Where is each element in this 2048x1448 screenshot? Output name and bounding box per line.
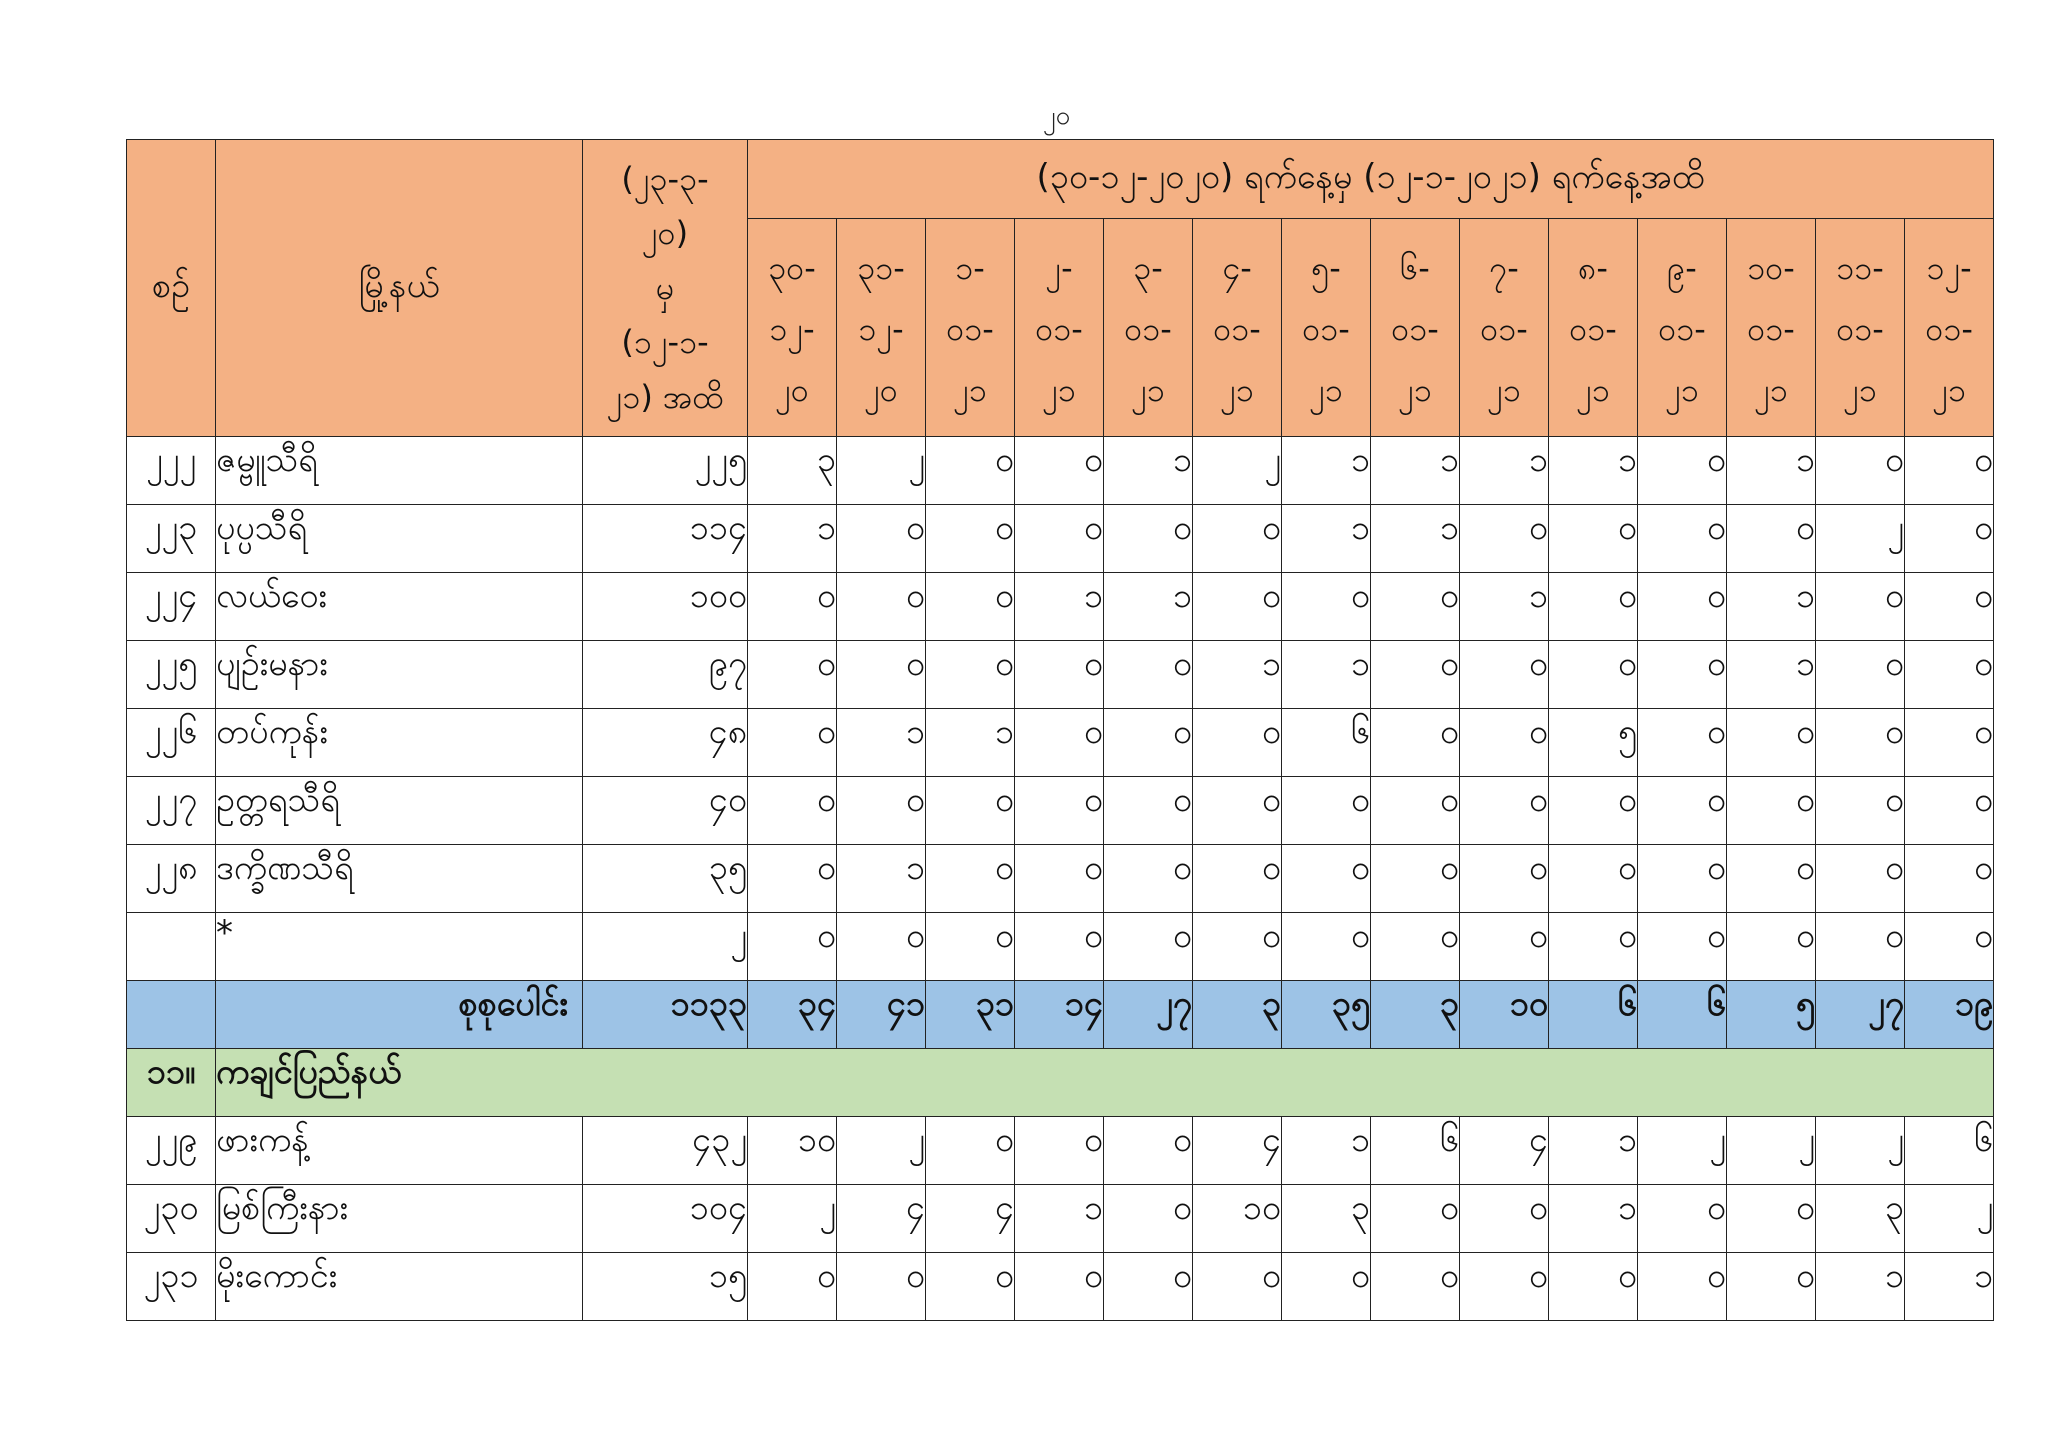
daily-count-cell: ၀ [1460, 505, 1549, 573]
daily-count-cell: ၀ [837, 913, 926, 981]
daily-count-cell: ၀ [1816, 573, 1905, 641]
header-date-line: ၀၁- [1569, 310, 1617, 349]
daily-count-cell: ၁ [1015, 1185, 1104, 1253]
header-date-2 [837, 219, 926, 437]
daily-count-cell: ၁ [1905, 1253, 1994, 1321]
daily-count-cell: ၀ [1193, 709, 1282, 777]
daily-count-cell: ၀ [837, 505, 926, 573]
header-date-line: ၃၀- [768, 249, 816, 288]
daily-count-cell: ၀ [1371, 913, 1460, 981]
daily-count-cell: ၀ [1905, 437, 1994, 505]
header-serial: စဉ် [127, 140, 216, 437]
daily-count-cell: ၀ [1549, 777, 1638, 845]
daily-total-cell: ၁၄ [1015, 981, 1104, 1049]
daily-count-cell: ၁ [1816, 1253, 1905, 1321]
header-date-line: ၀၁- [1213, 310, 1261, 349]
daily-count-cell: ၀ [1905, 573, 1994, 641]
daily-count-cell: ၀ [1727, 845, 1816, 913]
township-cases-table [126, 139, 1994, 1321]
header-date-line: ၂၁ [1309, 370, 1343, 409]
header-date-line: ၃- [1133, 249, 1163, 288]
daily-count-cell: ၀ [1638, 1185, 1727, 1253]
daily-count-cell: ၀ [1104, 1185, 1193, 1253]
section-row [127, 1049, 1994, 1117]
daily-count-cell: ၀ [1015, 505, 1104, 573]
header-date-line: ၉- [1667, 249, 1697, 288]
daily-count-cell: ၁ [1104, 437, 1193, 505]
daily-count-cell: ၀ [1193, 777, 1282, 845]
header-date-line: ၇- [1489, 249, 1519, 288]
cumulative-total-cell: ၁၀၀ [583, 573, 748, 641]
header-date-14 [1905, 219, 1994, 437]
daily-count-cell: ၀ [1816, 777, 1905, 845]
daily-count-cell: ၀ [1549, 845, 1638, 913]
header-date-line: ၂၁ [1398, 370, 1432, 409]
daily-count-cell: ၀ [1460, 1185, 1549, 1253]
daily-count-cell: ၄ [926, 1185, 1015, 1253]
daily-count-cell: ၀ [1015, 777, 1104, 845]
daily-count-cell: ၀ [926, 845, 1015, 913]
header-date-line: ၁၁- [1836, 249, 1884, 288]
daily-count-cell: ၀ [1015, 641, 1104, 709]
daily-count-cell: ၆ [1282, 709, 1371, 777]
serial-cell: ၂၂၅ [127, 641, 216, 709]
daily-count-cell: ၁ [1193, 641, 1282, 709]
daily-count-cell: ၀ [1816, 913, 1905, 981]
daily-count-cell: ၀ [1905, 777, 1994, 845]
daily-count-cell: ၄ [837, 1185, 926, 1253]
header-date-line: ၀၁- [1480, 310, 1528, 349]
header-date-line: ၀၁- [1302, 310, 1350, 349]
daily-count-cell: ၀ [1282, 573, 1371, 641]
daily-count-cell: ၅ [1549, 709, 1638, 777]
daily-count-cell: ၂ [1816, 505, 1905, 573]
daily-count-cell: ၄ [1193, 1117, 1282, 1185]
header-date-12 [1727, 219, 1816, 437]
township-name-cell: * [216, 913, 583, 981]
daily-count-cell: ၀ [1549, 573, 1638, 641]
header-date-line: ၁၂- [858, 310, 904, 349]
header-date-line: ၂၁ [1220, 370, 1254, 409]
table-body [127, 437, 1994, 1321]
daily-count-cell: ၀ [1727, 1185, 1816, 1253]
daily-count-cell: ၀ [1460, 777, 1549, 845]
daily-count-cell: ၀ [1549, 913, 1638, 981]
table-header [127, 140, 1994, 437]
header-period-line: ၂၀) [641, 214, 689, 253]
page-number: ၂၀ [1042, 101, 1071, 131]
daily-count-cell: ၀ [1727, 709, 1816, 777]
daily-count-cell: ၄ [1460, 1117, 1549, 1185]
cumulative-total-cell: ၄၀ [583, 777, 748, 845]
daily-count-cell: ၆ [1905, 1117, 1994, 1185]
daily-count-cell: ၁ [1282, 505, 1371, 573]
township-name-cell: ဒက္ခိဏသီရိ [216, 845, 583, 913]
daily-count-cell: ၀ [1905, 913, 1994, 981]
daily-count-cell: ၀ [1371, 1253, 1460, 1321]
table-row [127, 505, 1994, 573]
daily-count-cell: ၀ [1905, 709, 1994, 777]
daily-count-cell: ၀ [1460, 709, 1549, 777]
serial-cell: ၂၃၁ [127, 1253, 216, 1321]
daily-count-cell: ၀ [926, 505, 1015, 573]
daily-total-cell: ၃၄ [748, 981, 837, 1049]
daily-count-cell: ၀ [1638, 709, 1727, 777]
daily-count-cell: ၁၀ [748, 1117, 837, 1185]
daily-count-cell: ၀ [1549, 505, 1638, 573]
daily-count-cell: ၀ [1638, 845, 1727, 913]
header-period-line: (၂၃-၃- [621, 160, 709, 199]
daily-count-cell: ၀ [1816, 845, 1905, 913]
serial-cell: ၁၁။ [127, 1049, 216, 1117]
daily-count-cell: ၀ [1549, 1253, 1638, 1321]
daily-total-cell: ၃ [1193, 981, 1282, 1049]
daily-count-cell: ၃ [1282, 1185, 1371, 1253]
header-date-line: ၂- [1045, 249, 1073, 288]
daily-count-cell: ၀ [1905, 505, 1994, 573]
daily-count-cell: ၁ [1282, 641, 1371, 709]
daily-count-cell: ၀ [1193, 505, 1282, 573]
daily-count-cell: ၀ [748, 1253, 837, 1321]
daily-count-cell: ၀ [837, 573, 926, 641]
daily-count-cell: ၀ [1104, 505, 1193, 573]
daily-count-cell: ၂ [837, 437, 926, 505]
header-date-line: ၁၂- [769, 310, 815, 349]
daily-count-cell: ၀ [926, 1117, 1015, 1185]
daily-count-cell: ၀ [1905, 845, 1994, 913]
cumulative-total-cell: ၁၅ [583, 1253, 748, 1321]
table-row [127, 913, 1994, 981]
daily-count-cell: ၃ [748, 437, 837, 505]
daily-count-cell: ၀ [1727, 913, 1816, 981]
cumulative-total-cell: ၃၅ [583, 845, 748, 913]
header-date-1 [748, 219, 837, 437]
daily-total-cell: ၃၁ [926, 981, 1015, 1049]
daily-count-cell: ၀ [926, 573, 1015, 641]
daily-count-cell: ၀ [1193, 845, 1282, 913]
daily-count-cell: ၀ [748, 709, 837, 777]
daily-count-cell: ၀ [926, 777, 1015, 845]
daily-count-cell: ၀ [748, 845, 837, 913]
daily-count-cell: ၀ [1371, 1185, 1460, 1253]
daily-count-cell: ၀ [1816, 709, 1905, 777]
daily-count-cell: ၁ [1549, 1117, 1638, 1185]
table-row [127, 845, 1994, 913]
daily-count-cell: ၀ [1727, 1253, 1816, 1321]
serial-cell: ၂၂၈ [127, 845, 216, 913]
daily-count-cell: ၁ [1727, 573, 1816, 641]
serial-cell: ၂၂၄ [127, 573, 216, 641]
header-date-line: ၂၁ [1843, 370, 1877, 409]
header-date-line: ၂၁ [1754, 370, 1788, 409]
header-date-line: ၂၀ [775, 370, 809, 409]
daily-total-cell: ၁၉ [1905, 981, 1994, 1049]
table-row [127, 709, 1994, 777]
header-date-line: ၈- [1578, 249, 1608, 288]
daily-total-cell: ၆ [1549, 981, 1638, 1049]
serial-cell: ၂၂၂ [127, 437, 216, 505]
daily-count-cell: ၂ [748, 1185, 837, 1253]
daily-count-cell: ၁ [1727, 437, 1816, 505]
daily-count-cell: ၀ [1638, 1253, 1727, 1321]
township-name-cell: လယ်ဝေး [216, 573, 583, 641]
header-date-line: ၃၁- [857, 249, 905, 288]
daily-count-cell: ၀ [1638, 913, 1727, 981]
daily-total-cell: ၄၁ [837, 981, 926, 1049]
township-name-cell: ပျဉ်းမနား [216, 641, 583, 709]
header-date-line: ၂၁ [953, 370, 987, 409]
daily-count-cell: ၀ [1460, 845, 1549, 913]
cumulative-total-cell: ၂၂၅ [583, 437, 748, 505]
daily-count-cell: ၀ [1015, 913, 1104, 981]
header-date-4 [1015, 219, 1104, 437]
header-township: မြို့နယ် [216, 140, 583, 437]
township-name-cell: မိုးကောင်း [216, 1253, 583, 1321]
daily-count-cell: ၀ [1104, 1253, 1193, 1321]
daily-count-cell: ၀ [837, 641, 926, 709]
header-date-3 [926, 219, 1015, 437]
daily-count-cell: ၀ [1638, 437, 1727, 505]
daily-count-cell: ၂ [1905, 1185, 1994, 1253]
header-date-line: ၂၁ [1665, 370, 1699, 409]
daily-count-cell: ၁ [1460, 573, 1549, 641]
daily-count-cell: ၀ [1371, 573, 1460, 641]
daily-count-cell: ၀ [1104, 1117, 1193, 1185]
daily-count-cell: ၀ [926, 641, 1015, 709]
header-date-line: ၂၁ [1487, 370, 1521, 409]
daily-count-cell: ၀ [837, 777, 926, 845]
daily-count-cell: ၀ [748, 777, 837, 845]
township-name-cell: တပ်ကုန်း [216, 709, 583, 777]
header-date-line: ၁- [955, 249, 985, 288]
serial-cell: ၂၃၀ [127, 1185, 216, 1253]
daily-count-cell: ၀ [1104, 709, 1193, 777]
section-title: ကချင်ပြည်နယ် [216, 1049, 1994, 1117]
daily-count-cell: ၁ [837, 709, 926, 777]
header-date-8 [1371, 219, 1460, 437]
total-row [127, 981, 1994, 1049]
daily-count-cell: ၂ [1727, 1117, 1816, 1185]
header-date-line: ၂၀ [864, 370, 898, 409]
daily-count-cell: ၀ [1015, 1253, 1104, 1321]
daily-count-cell: ၀ [1371, 709, 1460, 777]
daily-count-cell: ၀ [748, 641, 837, 709]
township-name-cell: ဥတ္တရသီရိ [216, 777, 583, 845]
table-row [127, 641, 1994, 709]
header-date-line: ၁၀- [1747, 249, 1795, 288]
header-period [583, 140, 748, 437]
daily-count-cell: ၀ [1638, 641, 1727, 709]
header-date-6 [1193, 219, 1282, 437]
header-date-line: ၀၁- [1925, 310, 1973, 349]
daily-count-cell: ၀ [1015, 437, 1104, 505]
daily-count-cell: ၀ [1015, 845, 1104, 913]
table-row [127, 777, 1994, 845]
daily-total-cell: ၅ [1727, 981, 1816, 1049]
table-row [127, 1185, 1994, 1253]
table-row [127, 1253, 1994, 1321]
daily-count-cell: ၀ [1638, 777, 1727, 845]
cumulative-total-cell: ၂ [583, 913, 748, 981]
daily-count-cell: ၀ [926, 437, 1015, 505]
daily-count-cell: ၀ [1549, 641, 1638, 709]
daily-count-cell: ၁ [926, 709, 1015, 777]
daily-count-cell: ၀ [926, 1253, 1015, 1321]
header-date-line: ၂၁ [1042, 370, 1076, 409]
header-date-line: ၀၁- [1391, 310, 1439, 349]
daily-total-cell: ၃ [1371, 981, 1460, 1049]
daily-count-cell: ၀ [1104, 641, 1193, 709]
total-label: စုစုပေါင်း [216, 981, 583, 1049]
table-row [127, 573, 1994, 641]
daily-count-cell: ၃ [1816, 1185, 1905, 1253]
serial-cell: ၂၂၆ [127, 709, 216, 777]
daily-count-cell: ၀ [1282, 1253, 1371, 1321]
daily-count-cell: ၂ [1638, 1117, 1727, 1185]
daily-count-cell: ၀ [1282, 913, 1371, 981]
daily-count-cell: ၀ [1371, 845, 1460, 913]
header-date-line: ၀၁- [946, 310, 994, 349]
header-date-line: ၁၂- [1926, 249, 1972, 288]
header-date-line: ၀၁- [1124, 310, 1172, 349]
township-name-cell: ဖားကန့် [216, 1117, 583, 1185]
header-date-line: ၀၁- [1836, 310, 1884, 349]
cumulative-total-cell: ၉၇ [583, 641, 748, 709]
daily-count-cell: ၀ [1460, 913, 1549, 981]
serial-cell: ၂၂၇ [127, 777, 216, 845]
daily-count-cell: ၂ [1193, 437, 1282, 505]
daily-count-cell: ၂ [837, 1117, 926, 1185]
serial-cell: ၂၂၃ [127, 505, 216, 573]
daily-count-cell: ၁ [1371, 437, 1460, 505]
header-date-line: ၀၁- [1035, 310, 1083, 349]
daily-count-cell: ၀ [1104, 777, 1193, 845]
daily-count-cell: ၀ [1193, 573, 1282, 641]
daily-total-cell: ၂၇ [1104, 981, 1193, 1049]
daily-count-cell: ၀ [926, 913, 1015, 981]
daily-count-cell: ၀ [1638, 573, 1727, 641]
cumulative-total-cell: ၄၃၂ [583, 1117, 748, 1185]
header-date-line: ၀၁- [1658, 310, 1706, 349]
daily-count-cell: ၀ [1193, 1253, 1282, 1321]
cumulative-total-cell: ၄၈ [583, 709, 748, 777]
daily-total-cell: ၆ [1638, 981, 1727, 1049]
serial-cell [127, 981, 216, 1049]
daily-count-cell: ၀ [1104, 845, 1193, 913]
daily-count-cell: ၁ [1549, 1185, 1638, 1253]
daily-count-cell: ၁ [1460, 437, 1549, 505]
header-period-line: ၂၁) အထိ [606, 377, 724, 416]
daily-total-cell: ၃၅ [1282, 981, 1371, 1049]
header-date-line: ၀၁- [1747, 310, 1795, 349]
daily-count-cell: ၀ [1371, 641, 1460, 709]
daily-count-cell: ၀ [1460, 641, 1549, 709]
daily-count-cell: ၀ [1638, 505, 1727, 573]
daily-count-cell: ၁၀ [1193, 1185, 1282, 1253]
township-name-cell: မြစ်ကြီးနား [216, 1185, 583, 1253]
daily-count-cell: ၁ [748, 505, 837, 573]
daily-count-cell: ၀ [1816, 641, 1905, 709]
header-date-line: ၂၁ [1932, 370, 1966, 409]
daily-count-cell: ၀ [1282, 777, 1371, 845]
header-date-line: ၅- [1311, 249, 1341, 288]
serial-cell: ၂၂၉ [127, 1117, 216, 1185]
serial-cell [127, 913, 216, 981]
daily-total-cell: ၂၇ [1816, 981, 1905, 1049]
daily-count-cell: ၁ [1549, 437, 1638, 505]
header-date-9 [1460, 219, 1549, 437]
daily-count-cell: ၀ [1460, 1253, 1549, 1321]
daily-count-cell: ၀ [1371, 777, 1460, 845]
daily-count-cell: ၁ [1282, 437, 1371, 505]
header-date-line: ၄- [1222, 249, 1252, 288]
table-row [127, 1117, 1994, 1185]
daily-count-cell: ၁ [1015, 573, 1104, 641]
daily-count-cell: ၀ [748, 573, 837, 641]
daily-count-cell: ၀ [1816, 437, 1905, 505]
daily-count-cell: ၀ [1282, 845, 1371, 913]
header-date-7 [1282, 219, 1371, 437]
daily-count-cell: ၂ [1816, 1117, 1905, 1185]
header-date-line: ၂၁ [1576, 370, 1610, 409]
daily-count-cell: ၀ [1727, 505, 1816, 573]
header-period-line: (၁၂-၁- [621, 323, 709, 362]
daily-count-cell: ၀ [837, 1253, 926, 1321]
daily-count-cell: ၀ [748, 913, 837, 981]
header-date-5 [1104, 219, 1193, 437]
daily-count-cell: ၁ [1282, 1117, 1371, 1185]
daily-count-cell: ၀ [1015, 709, 1104, 777]
daily-count-cell: ၁ [1727, 641, 1816, 709]
township-name-cell: ဇမ္ဗူသီရိ [216, 437, 583, 505]
daily-count-cell: ၀ [1193, 913, 1282, 981]
header-date-10 [1549, 219, 1638, 437]
daily-total-cell: ၁၀ [1460, 981, 1549, 1049]
daily-count-cell: ၀ [1905, 641, 1994, 709]
cumulative-total-cell: ၁၁၄ [583, 505, 748, 573]
daily-count-cell: ၆ [1371, 1117, 1460, 1185]
header-date-13 [1816, 219, 1905, 437]
township-name-cell: ပုပ္ပသီရိ [216, 505, 583, 573]
header-period-line: မှ [655, 268, 675, 307]
header-date-11 [1638, 219, 1727, 437]
daily-count-cell: ၁ [1104, 573, 1193, 641]
header-date-line: ၂၁ [1131, 370, 1165, 409]
daily-count-cell: ၁ [837, 845, 926, 913]
table-row [127, 437, 1994, 505]
daily-count-cell: ၀ [1727, 777, 1816, 845]
daily-count-cell: ၁ [1371, 505, 1460, 573]
cumulative-total-cell: ၁၁၃၃ [583, 981, 748, 1049]
header-date-range: (၃၀-၁၂-၂၀၂၀) ရက်နေ့မှ (၁၂-၁-၂၀၂၁) ရက်နေ့အထိ [748, 140, 1994, 219]
daily-count-cell: ၀ [1015, 1117, 1104, 1185]
header-date-line: ၆- [1400, 249, 1430, 288]
cumulative-total-cell: ၁၀၄ [583, 1185, 748, 1253]
daily-count-cell: ၀ [1104, 913, 1193, 981]
